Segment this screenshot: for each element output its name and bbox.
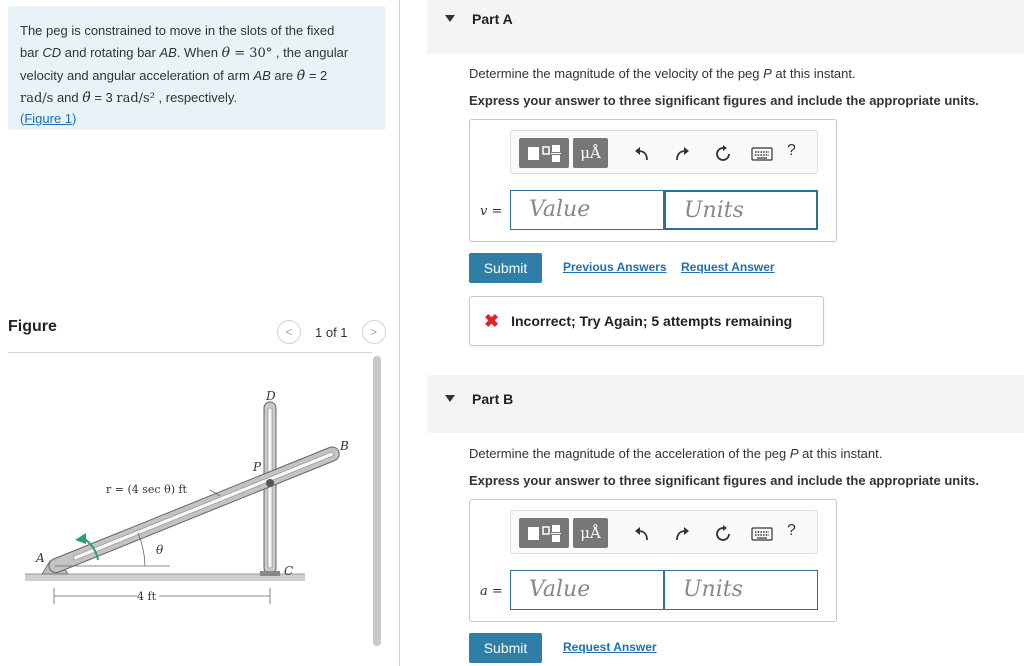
figure-prev-button[interactable]: < <box>277 320 301 344</box>
part-b-header[interactable] <box>427 375 1024 433</box>
template-button[interactable] <box>519 518 569 548</box>
problem-line-1: The peg is constrained to move in the slots of the fixed <box>20 23 335 38</box>
undo-icon[interactable] <box>631 523 653 545</box>
part-b-instruction: Express your answer to three significant figures and include the appropriate units. <box>469 473 979 488</box>
label-4ft: 4 ft <box>137 590 156 603</box>
problem-line-4: rad/s and θ̈ = 3 rad/s² , respectively. <box>20 90 238 106</box>
previous-answers-link[interactable]: Previous Answers <box>563 260 667 274</box>
incorrect-icon: ✖ <box>484 310 500 331</box>
redo-icon[interactable] <box>671 523 693 545</box>
part-b-answer-box <box>469 499 837 622</box>
part-a-header[interactable] <box>427 0 1024 54</box>
velocity-label: v = <box>480 204 503 219</box>
problem-line-2: bar CD and rotating bar AB. When θ = 30° , the angular <box>20 45 349 61</box>
peg-p <box>266 479 274 487</box>
template-icon <box>524 522 564 544</box>
figure-link[interactable]: Figure 1 <box>24 111 73 126</box>
acceleration-value-input[interactable]: Value <box>510 570 664 610</box>
problem-statement <box>8 6 385 130</box>
feedback-message: Incorrect; Try Again; 5 attempts remaining <box>511 313 793 329</box>
units-button[interactable]: μÅ <box>573 518 608 548</box>
keyboard-icon[interactable] <box>751 143 773 165</box>
units-button[interactable]: μÅ <box>573 138 608 168</box>
label-c: C <box>284 564 294 578</box>
reset-icon[interactable] <box>712 143 734 165</box>
collapse-triangle-icon[interactable] <box>445 15 455 22</box>
feedback-box <box>469 296 824 346</box>
label-theta: θ <box>156 543 164 557</box>
part-b-submit-button[interactable]: Submit <box>469 633 542 663</box>
label-a: A <box>36 551 45 565</box>
figure-title: Figure <box>8 318 57 335</box>
label-p: P <box>253 460 262 474</box>
part-a-instruction: Express your answer to three significant figures and include the appropriate units. <box>469 93 979 108</box>
bar-cd-base <box>260 571 280 576</box>
reset-icon[interactable] <box>712 523 734 545</box>
part-a-title: Part A <box>472 11 513 27</box>
help-icon[interactable]: ? <box>787 142 796 159</box>
label-b: B <box>340 439 349 453</box>
figure-pager <box>277 320 386 344</box>
part-a-answer-box <box>469 119 837 242</box>
keyboard-icon[interactable] <box>751 523 773 545</box>
collapse-triangle-icon[interactable] <box>445 395 455 402</box>
part-a-prompt: Determine the magnitude of the velocity of the peg P at this instant. <box>469 66 856 81</box>
figure-scrollbar[interactable] <box>373 356 381 646</box>
acceleration-units-input[interactable]: Units <box>664 570 818 610</box>
template-icon <box>524 142 564 164</box>
figure-link-line: (Figure 1) <box>20 111 77 126</box>
template-button[interactable] <box>519 138 569 168</box>
velocity-value-input[interactable]: Value <box>510 190 664 230</box>
figure-divider <box>8 352 372 353</box>
help-icon[interactable]: ? <box>787 522 796 539</box>
acceleration-label: a = <box>480 584 503 599</box>
redo-icon[interactable] <box>671 143 693 165</box>
undo-icon[interactable] <box>631 143 653 165</box>
figure-page-count: 1 of 1 <box>315 324 348 340</box>
math-toolbar <box>510 130 818 174</box>
part-a-submit-button[interactable]: Submit <box>469 253 542 283</box>
problem-line-3: velocity and angular acceleration of arm AB are θ̇ = 2 <box>20 68 328 84</box>
part-b-title: Part B <box>472 391 514 407</box>
label-d: D <box>266 389 276 403</box>
mechanism-figure <box>20 378 360 628</box>
math-toolbar <box>510 510 818 554</box>
part-a-request-answer-link[interactable]: Request Answer <box>681 260 775 274</box>
part-b-request-answer-link[interactable]: Request Answer <box>563 640 657 654</box>
panel-divider <box>399 0 400 666</box>
velocity-units-input[interactable]: Units <box>664 190 818 230</box>
figure-next-button[interactable]: > <box>362 320 386 344</box>
rotating-bar-ab <box>47 445 342 575</box>
label-r: r = (4 sec θ) ft <box>106 483 187 496</box>
part-b-prompt: Determine the magnitude of the acceleration of the peg P at this instant. <box>469 446 883 461</box>
